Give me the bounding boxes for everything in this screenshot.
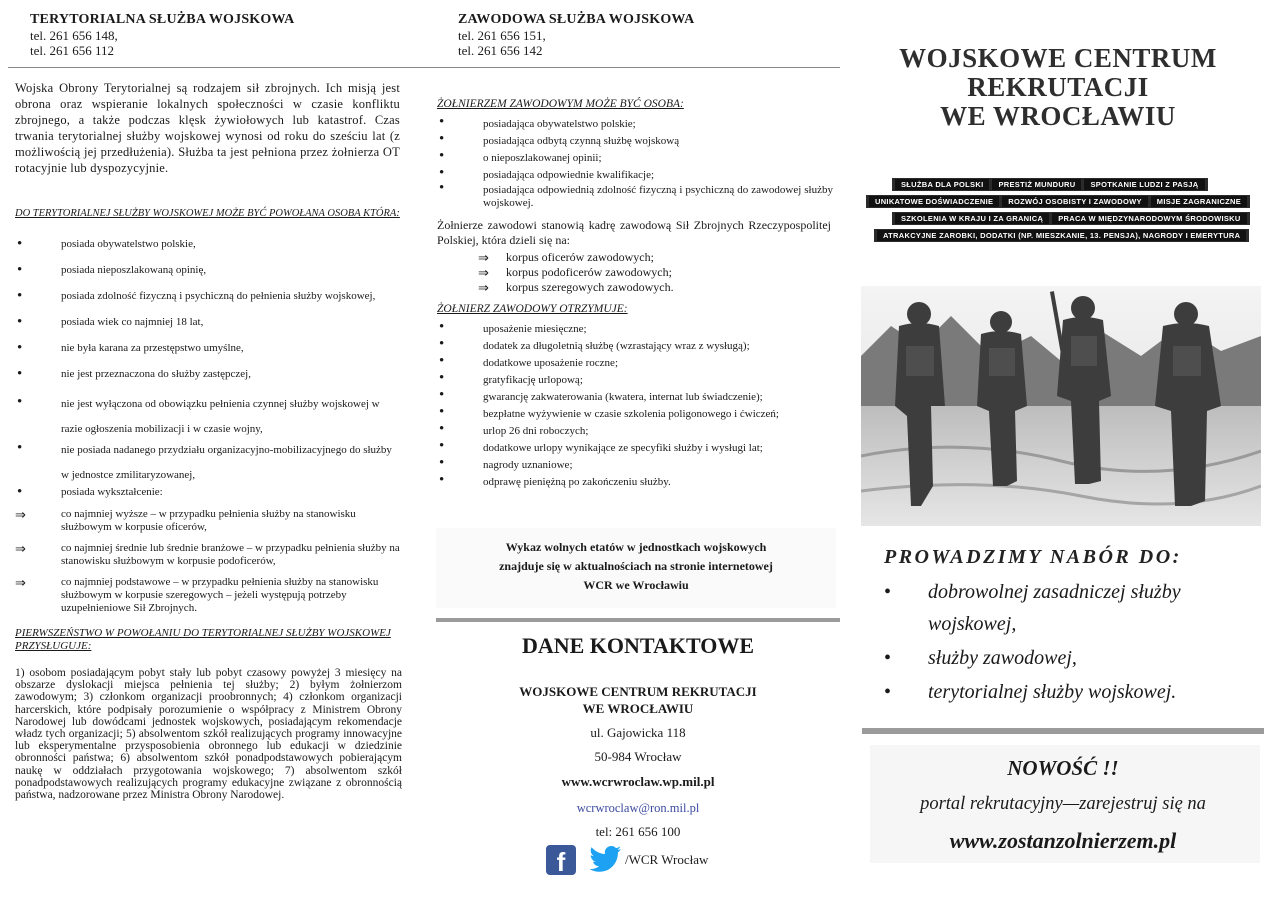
list-item: • gratyfikację urlopową;	[437, 372, 833, 389]
banner-pill: MISJE ZAGRANICZNE	[1151, 196, 1247, 207]
list-item: • posiadająca odbytą czynną służbę wojskową	[437, 133, 833, 150]
list-item: • terytorialnej służby wojskowej.	[884, 681, 1177, 703]
list-item: • gwarancję zakwaterowania (kwatera, internat lub świadczenie);	[437, 389, 833, 406]
header-divider	[8, 67, 840, 68]
banner-pill: UNIKATOWE DOŚWIADCZENIE	[869, 196, 999, 207]
list-item: ⇒ korpus szeregowych zawodowych.	[478, 280, 818, 295]
banner-pill: SZKOLENIA W KRAJU I ZA GRANICĄ	[895, 213, 1049, 224]
banner-pill: SŁUŻBA DLA POLSKI	[895, 179, 989, 190]
mid-zaw-heading: ŻOŁNIERZEM ZAWODOWYM MOŻE BYĆ OSOBA:	[437, 98, 684, 110]
left-intro: Wojska Obrony Terytorialnej są rodzajem sił zbrojnych. Ich misją jest obrona oraz wspieranie lokalnych społeczności w czasie konfliktu zbrojnego, a także podczas klęsk żywiołowych lub katastrof. Czas trwania terytorialnej służby wojskowej wynosi od roku do sześciu lat (z możliwością jej przedłużenia). Służba ta jest pełniona przez żołnierza OT rotacyjnie lub dyspozycyjnie.	[15, 81, 400, 175]
mid-kadra-text: Żołnierze zawodowi stanowią kadrę zawodową Sił Zbrojnych Rzeczypospolitej Polskiej, która dzieli się na:	[437, 218, 831, 247]
mid-otrzymuje-heading: ŻOŁNIERZ ZAWODOWY OTRZYMUJE:	[437, 303, 628, 315]
header-left-tel-2: tel. 261 656 112	[30, 43, 115, 58]
nabor-item-label: służby zawodowej,	[928, 647, 1077, 669]
wykaz-line-3: WCR we Wrocławiu	[583, 578, 689, 592]
banner-row-4	[874, 229, 1249, 242]
right-title-line-3: WE WROCŁAWIU	[940, 101, 1176, 131]
mid-zaw-list	[437, 116, 833, 210]
list-item: • nie była karana za przestępstwo umyślne,	[15, 342, 401, 354]
left-prio-heading: PIERWSZEŃSTWO W POWOŁANIU DO TERYTORIALNEJ SŁUŻBY WOJSKOWEJ PRZYSŁUGUJE:	[15, 627, 391, 652]
contact-website-link[interactable]: www.wcrwroclaw.wp.mil.pl	[561, 774, 715, 789]
nabor-heading: PROWADZIMY NABÓR DO:	[884, 546, 1182, 568]
banner-row-2	[866, 195, 1250, 208]
list-item: • dodatkowe uposażenie roczne;	[437, 355, 833, 372]
list-item: • o nieposzlakowanej opinii;	[437, 150, 833, 167]
nabor-item-label: dobrowolnej zasadniczej służby wojskowej,	[928, 581, 1181, 635]
banner-pill: SPOTKANIE LUDZI Z PASJĄ	[1084, 179, 1204, 190]
nabor-list	[884, 576, 1244, 708]
benefits-banner	[862, 168, 1262, 248]
banner-pill: PRESTIŻ MUNDURU	[992, 179, 1081, 190]
contact-org-line-2: WE WROCŁAWIU	[582, 701, 694, 716]
list-item: • posiada zdolność fizyczną i psychiczną do pełnienia służby wojskowej,	[15, 290, 401, 302]
contact-org-line-1: WOJSKOWE CENTRUM REKRUTACJI	[519, 684, 757, 699]
portal-url-link[interactable]: www.zostanzolnierzem.pl	[949, 828, 1177, 853]
banner-row-1	[892, 178, 1208, 191]
banner-pill: ATRAKCYJNE ZAROBKI, DODATKI (NP. MIESZKANIE, 13. PENSJA), NAGRODY I EMERYTURA	[877, 230, 1246, 241]
list-item: • dobrowolnej zasadniczej służby wojskowej,	[884, 581, 1181, 635]
wykaz-box	[436, 528, 836, 608]
list-item: ⇒ co najmniej podstawowe – w przypadku pełnienia służby na stanowisku służbowym w korpusie szeregowych – jeżeli występują potrzeby uzupełnieniowe Sił Zbrojnych.	[15, 576, 401, 615]
twitter-icon[interactable]	[588, 845, 622, 880]
list-item: • posiada wiek co najmniej 18 lat,	[15, 316, 401, 328]
list-item: • bezpłatne wyżywienie w czasie szkolenia poligonowego i ćwiczeń;	[437, 406, 833, 423]
contact-heading: DANE KONTAKTOWE	[521, 633, 755, 658]
right-title	[862, 44, 1254, 131]
mid-otrzymuje-list	[437, 321, 833, 491]
header-mid-title: ZAWODOWA SŁUŻBA WOJSKOWA	[458, 12, 695, 27]
header-mid-tel-2: tel. 261 656 142	[458, 43, 543, 58]
portal-text: portal rekrutacyjny—zarejestruj się na	[920, 794, 1206, 814]
list-item: • odprawę pieniężną po zakończeniu służby.	[437, 474, 833, 491]
contact-org	[436, 683, 840, 717]
list-item: • dodatkowe urlopy wynikające ze specyfiki służby i wysługi lat;	[437, 440, 833, 457]
list-item: • nie posiada nadanego przydziału organizacyjno-mobilizacyjnego do służby w jednostce zmilitaryzowanej,	[15, 438, 401, 488]
middle-divider	[436, 618, 840, 622]
list-item: • posiadająca odpowiednią zdolność fizyczną i psychiczną do zawodowej służby wojskowej.	[437, 184, 833, 210]
banner-row-3	[892, 212, 1250, 225]
list-item: • posiadająca obywatelstwo polskie;	[437, 116, 833, 133]
list-item: ⇒ korpus podoficerów zawodowych;	[478, 265, 818, 280]
list-item: • nagrody uznaniowe;	[437, 457, 833, 474]
list-item: • dodatek za długoletnią służbę (wzrastający wraz z wysługą);	[437, 338, 833, 355]
left-prio-text: 1) osobom posiadającym pobyt stały lub pobyt czasowy powyżej 3 miesięcy na obszarze dyslokacji miejsca pełnienia tej służby; 2) byłym żołnierzom zawodowym; 3) członkom organizacji proobronnych; 4) członkom organizacji harcerskich, które podpisały porozumienie o współpracy z Ministrem Obrony Narodowej lub dowódcami jednostek wojskowych, posiadającym rekomendacje władz tych organizacji; 5) absolwentom szkół realizujących programy innowacyjne lub eksperymentalne przysposobienia obronnego lub edukacji w dziedzinie obronności państwa; 6) absolwentom szkół ponadpodstawowych pobierającym naukę w oddziałach przygotowania wojskowego; 7) absolwentom szkół ponadpodstawowych realizujących programy edukacyjne związane z obronnością państwa, nadzorowane przez Ministra Obrony Narodowej.	[15, 667, 402, 802]
list-item: • urlop 26 dni roboczych;	[437, 423, 833, 440]
list-item: • posiada nieposzlakowaną opinię,	[15, 264, 401, 276]
right-title-line-1: WOJSKOWE CENTRUM	[899, 43, 1217, 73]
nowosc-label: NOWOŚĆ !!	[1007, 756, 1119, 780]
list-item: • posiada wykształcenie:	[15, 486, 401, 498]
soldiers-photo	[861, 286, 1261, 526]
list-item: • nie jest przeznaczona do służby zastępczej,	[15, 368, 401, 380]
facebook-icon[interactable]: f	[546, 845, 576, 875]
contact-tel: tel: 261 656 100	[595, 824, 681, 839]
wykaz-line-2: znajduje się w aktualnościach na stronie internetowej	[499, 559, 773, 573]
list-item: • posiadająca odpowiednie kwalifikacje;	[437, 167, 833, 184]
right-title-line-2: REKRUTACJI	[967, 72, 1149, 102]
header-left-tel-1: tel. 261 656 148,	[30, 28, 118, 43]
list-item: • nie jest wyłączona od obowiązku pełnienia czynnej służby wojskowej w razie ogłoszenia mobilizacji i w czasie wojny,	[15, 392, 401, 442]
right-divider	[862, 728, 1264, 734]
contact-city: 50-984 Wrocław	[594, 749, 682, 764]
header-mid-tel-1: tel. 261 656 151,	[458, 28, 546, 43]
header-left-title: TERYTORIALNA SŁUŻBA WOJSKOWA	[30, 12, 295, 27]
social-handle: /WCR Wrocław	[625, 852, 709, 867]
list-item: • posiada obywatelstwo polskie,	[15, 238, 401, 250]
banner-pill: ROZWÓJ OSOBISTY I ZAWODOWY	[1002, 196, 1148, 207]
contact-email-link[interactable]: wcrwroclaw@ron.mil.pl	[576, 801, 700, 815]
mid-korpus-list	[478, 250, 818, 295]
contact-street: ul. Gajowicka 118	[590, 725, 686, 740]
left-req-heading: DO TERYTORIALNEJ SŁUŻBY WOJSKOWEJ MOŻE BYĆ POWOŁANA OSOBA KTÓRA:	[15, 208, 400, 219]
list-item: ⇒ co najmniej średnie lub średnie branżowe – w przypadku pełnienia służby na stanowisku służbowym w korpusie podoficerów,	[15, 542, 401, 568]
list-item: • uposażenie miesięczne;	[437, 321, 833, 338]
list-item: • służby zawodowej,	[884, 647, 1077, 669]
banner-pill: PRACA W MIĘDZYNARODOWYM ŚRODOWISKU	[1052, 213, 1246, 224]
wykaz-line-1: Wykaz wolnych etatów w jednostkach wojskowych	[505, 540, 767, 554]
list-item: ⇒ co najmniej wyższe – w przypadku pełnienia służby na stanowisku służbowym w korpusie oficerów,	[15, 508, 401, 534]
nabor-item-label: terytorialnej służby wojskowej.	[928, 681, 1177, 703]
list-item: ⇒ korpus oficerów zawodowych;	[478, 250, 818, 265]
